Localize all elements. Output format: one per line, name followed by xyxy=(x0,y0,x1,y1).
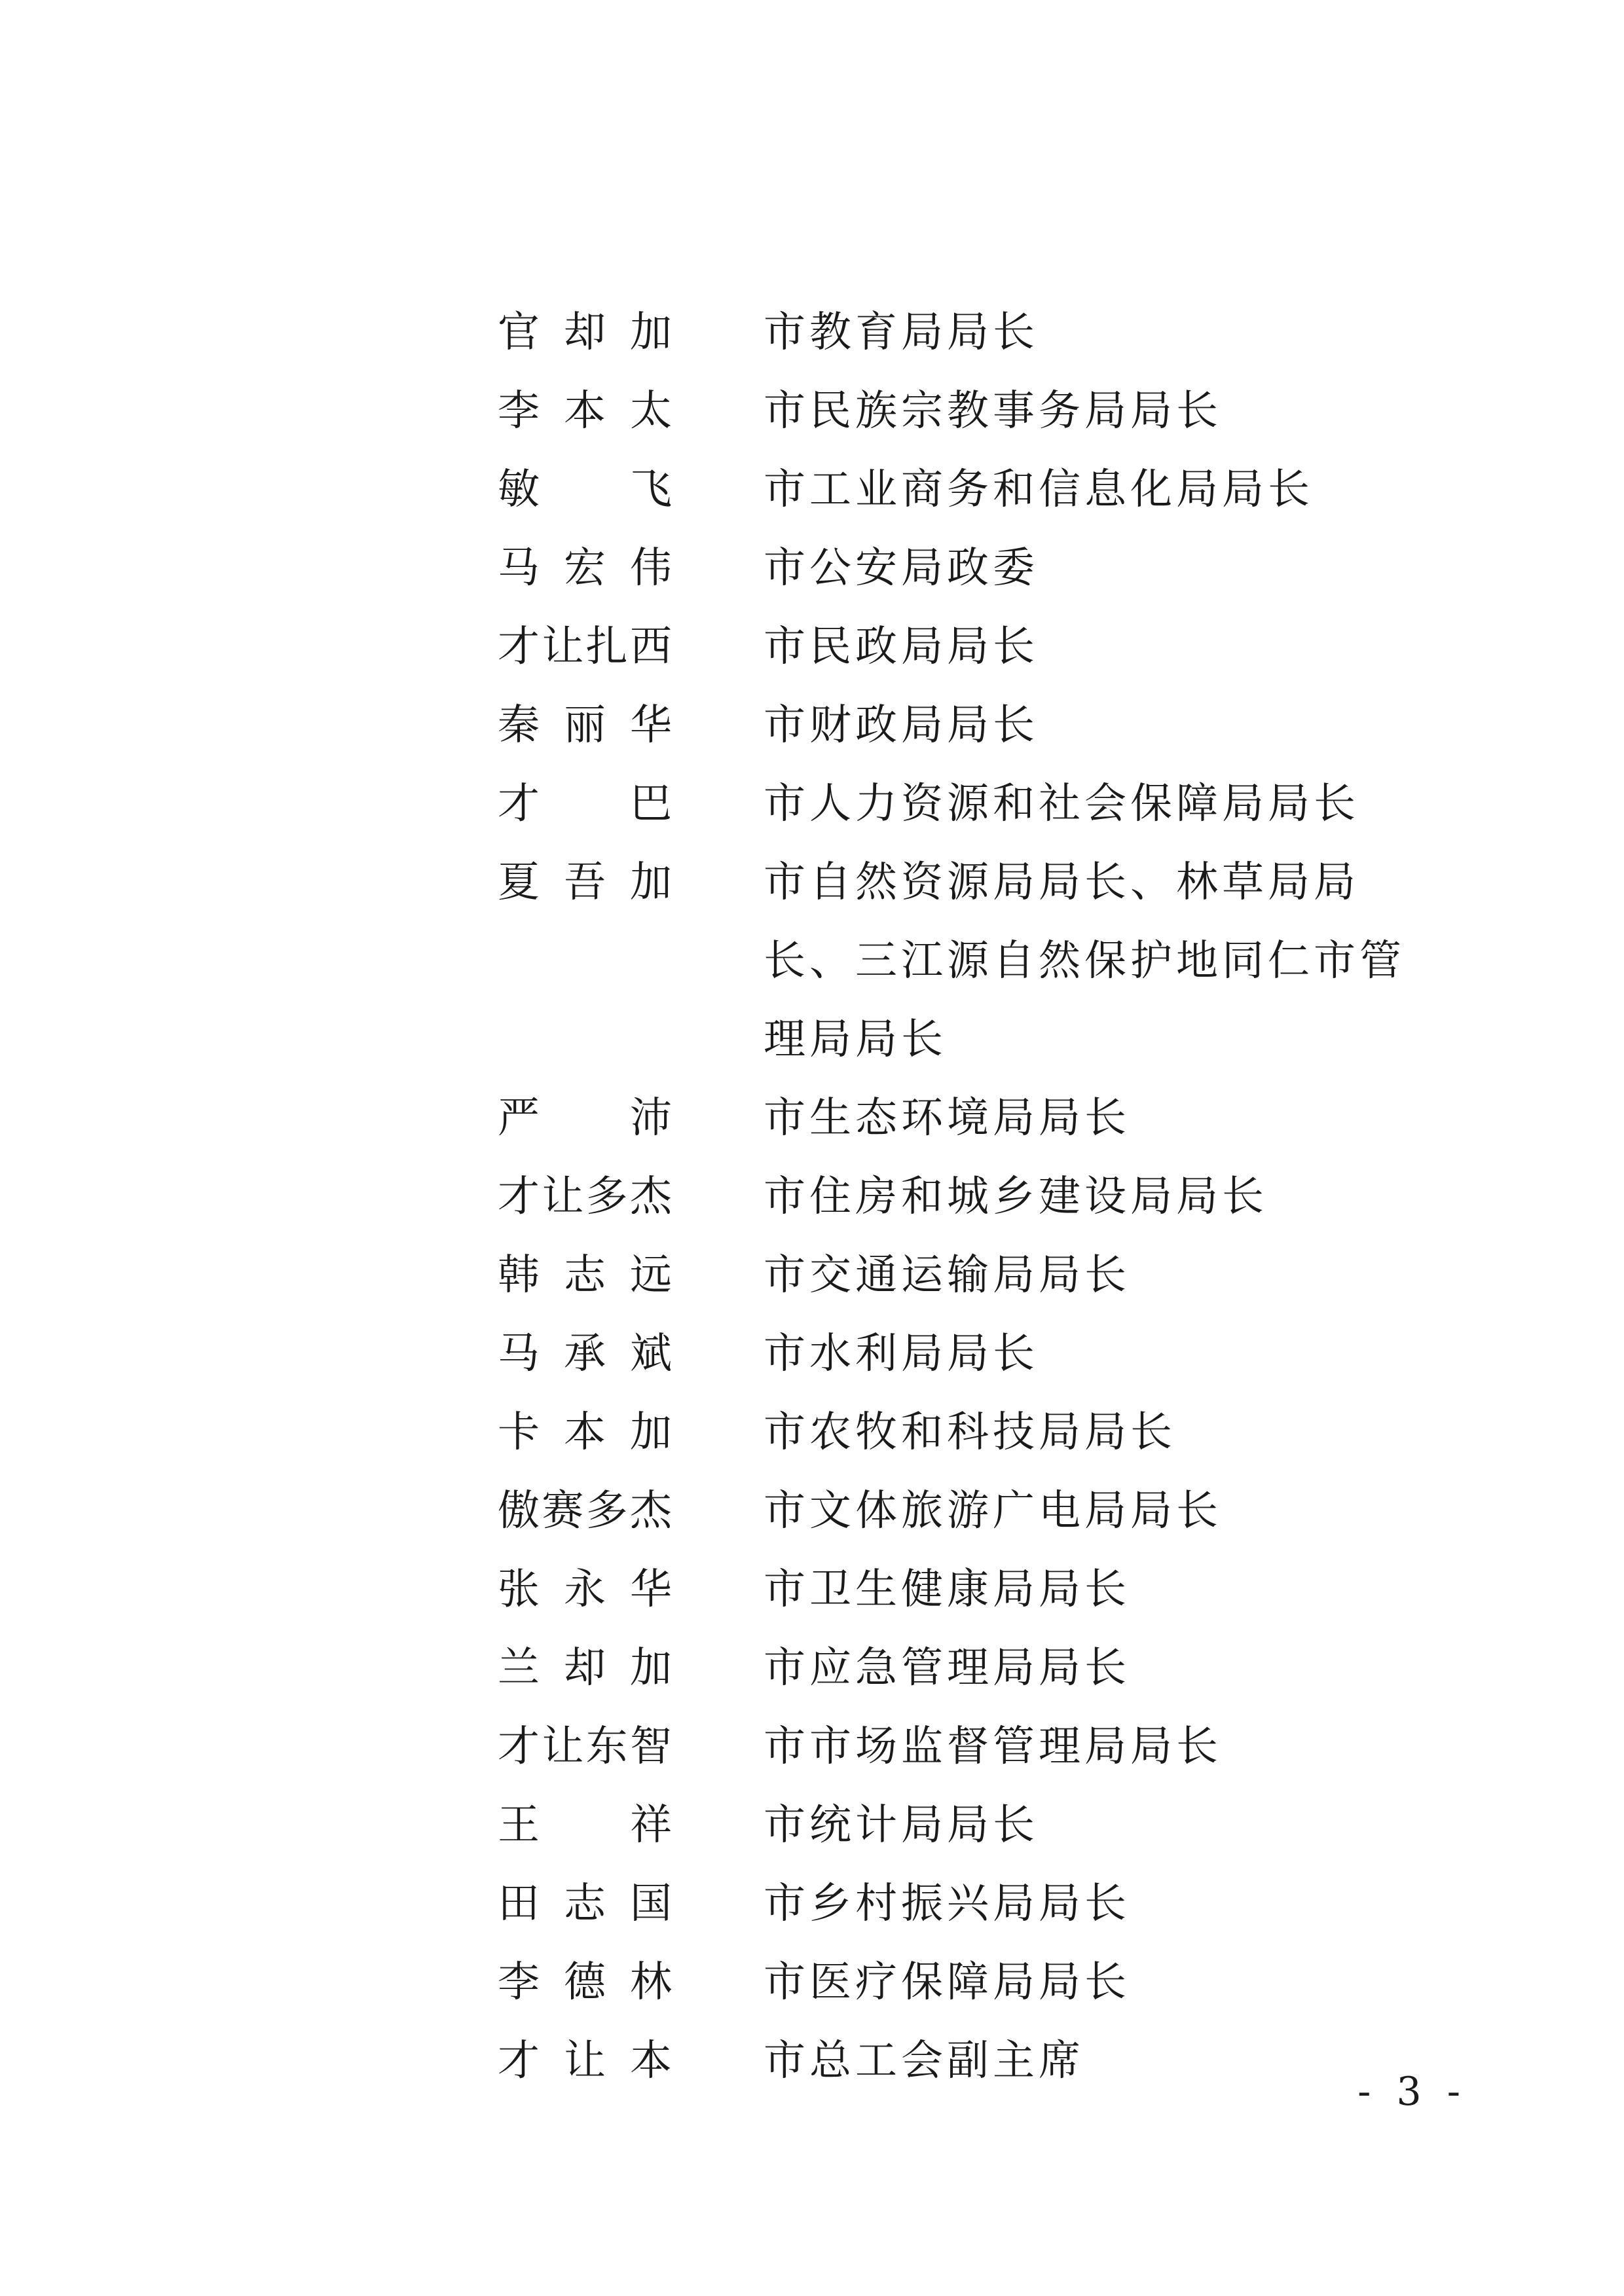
position-title: 市乡村振兴局局长 xyxy=(764,1880,1130,1928)
position-title: 市文体旅游广电局局长 xyxy=(764,1487,1222,1535)
roster-entry xyxy=(498,1707,1480,1786)
person-name: 才 让 东 智 xyxy=(498,1722,672,1771)
roster-entry xyxy=(498,293,1480,372)
person-name: 田 志 国 xyxy=(498,1880,672,1928)
position-title: 市民族宗教事务局局长 xyxy=(764,387,1222,435)
position-title: 市水利局局长 xyxy=(764,1330,1039,1378)
position-title: 市卫生健康局局长 xyxy=(764,1565,1130,1614)
roster-entry xyxy=(498,529,1480,608)
person-name: 傲 赛 多 杰 xyxy=(498,1487,672,1535)
position-title: 市农牧和科技局局长 xyxy=(764,1408,1176,1457)
position-title: 市交通运输局局长 xyxy=(764,1251,1130,1300)
roster-entry xyxy=(498,1865,1480,1943)
person-name: 李 德 林 xyxy=(498,1958,672,2007)
roster-entry xyxy=(498,1550,1480,1629)
person-name: 卡 本 加 xyxy=(498,1408,672,1457)
roster-entry xyxy=(498,686,1480,765)
roster-entry xyxy=(498,1157,1480,1236)
position-title: 市总工会副主席 xyxy=(764,2037,1084,2085)
position-title: 市财政局局长 xyxy=(764,701,1039,750)
position-title: 市工业商务和信息化局局长 xyxy=(764,465,1314,514)
roster-entry xyxy=(498,843,1480,1079)
position-title: 市公安局政委 xyxy=(764,544,1039,592)
person-name: 王 祥 xyxy=(498,1801,672,1850)
roster-entry xyxy=(498,765,1480,843)
person-name: 官 却 加 xyxy=(498,308,672,357)
position-title: 市人力资源和社会保障局局长 xyxy=(764,780,1359,828)
position-title: 市教育局局长 xyxy=(764,308,1039,357)
person-name: 敏 飞 xyxy=(498,465,672,514)
roster-entry xyxy=(498,1786,1480,1865)
person-name: 马 宏 伟 xyxy=(498,544,672,592)
person-name: 兰 却 加 xyxy=(498,1644,672,1692)
person-name: 韩 志 远 xyxy=(498,1251,672,1300)
position-title: 市市场监督管理局局长 xyxy=(764,1722,1222,1771)
position-title: 市民政局局长 xyxy=(764,623,1039,671)
roster-entry xyxy=(498,1315,1480,1393)
person-name: 夏 吾 加 xyxy=(498,858,672,907)
position-title: 市医疗保障局局长 xyxy=(764,1958,1130,2007)
roster-entry xyxy=(498,1236,1480,1315)
position-title: 市住房和城乡建设局局长 xyxy=(764,1173,1268,1221)
position-title: 市应急管理局局长 xyxy=(764,1644,1130,1692)
roster-entry xyxy=(498,1079,1480,1157)
person-name: 严 沛 xyxy=(498,1094,672,1142)
roster-entry xyxy=(498,372,1480,450)
person-name: 马 承 斌 xyxy=(498,1330,672,1378)
person-name: 才 让 多 杰 xyxy=(498,1173,672,1221)
roster-entry xyxy=(498,1472,1480,1550)
person-name: 张 永 华 xyxy=(498,1565,672,1614)
person-name: 才 让 本 xyxy=(498,2037,672,2085)
roster-entry xyxy=(498,1393,1480,1472)
roster-entry xyxy=(498,1629,1480,1707)
roster-entry xyxy=(498,450,1480,529)
position-title: 市自然资源局局长、林草局局长、三江源自然保护地同仁市管理局局长 xyxy=(764,858,1405,1064)
person-name: 才 让 扎 西 xyxy=(498,623,672,671)
member-roster xyxy=(498,293,1480,2100)
roster-entry xyxy=(498,608,1480,686)
page-number: - 3 - xyxy=(1357,2069,1467,2115)
person-name: 秦 丽 华 xyxy=(498,701,672,750)
roster-entry xyxy=(498,2022,1480,2100)
person-name: 才 巴 xyxy=(498,780,672,828)
position-title: 市生态环境局局长 xyxy=(764,1094,1130,1142)
roster-entry xyxy=(498,1943,1480,2022)
position-title: 市统计局局长 xyxy=(764,1801,1039,1850)
person-name: 李 本 太 xyxy=(498,387,672,435)
